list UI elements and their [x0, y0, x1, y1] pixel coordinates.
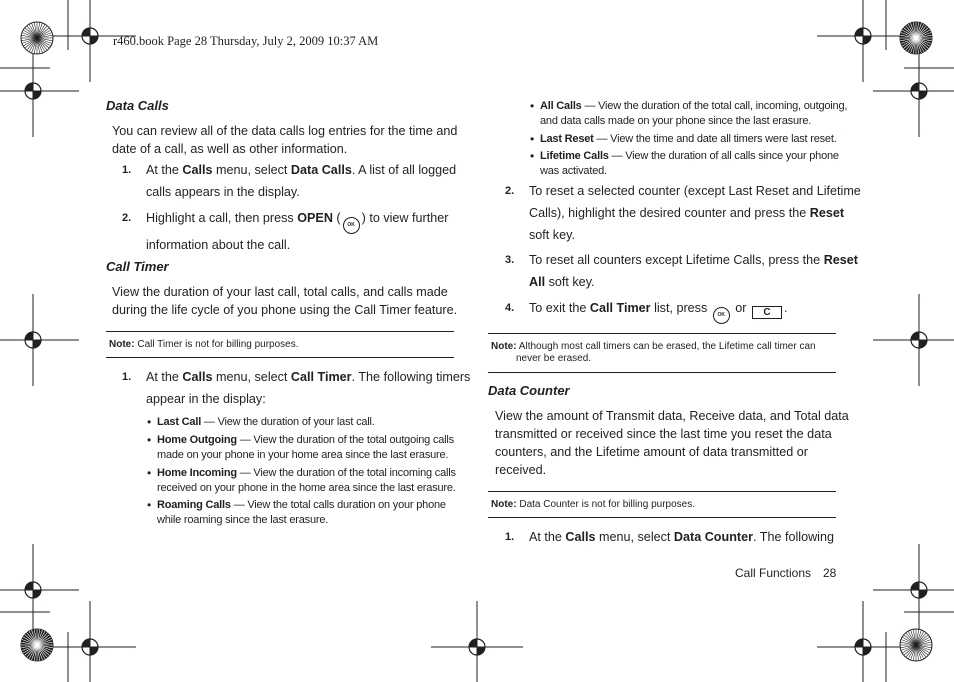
note-label: Note:	[491, 341, 517, 352]
bullet-text: — View the time and date all timers were last reset.	[593, 133, 837, 145]
text: (	[332, 211, 341, 225]
bullet-roaming-calls	[147, 498, 446, 528]
crosshair-quadrant	[25, 332, 33, 340]
bullet-text: — View the duration of the total call, incoming, outgoing,	[581, 100, 848, 112]
bullet-term: Lifetime Calls	[540, 150, 609, 162]
page-number: 28	[823, 566, 837, 580]
crosshair-quadrant	[25, 83, 33, 91]
bullet-dot: •	[530, 99, 535, 113]
note-text: Although most call timers can be erased, the Lifetime call timer can	[518, 341, 816, 352]
note-call-timer	[109, 339, 299, 351]
step-number: 3.	[505, 254, 515, 266]
menu-name: Calls	[565, 530, 596, 544]
crosshair-quadrant	[477, 647, 485, 655]
crosshair-quadrant	[911, 332, 919, 340]
bullet-text: — View the duration of your last call.	[201, 416, 375, 428]
text: menu, select	[595, 530, 674, 544]
menu-item: Data Counter	[673, 530, 753, 544]
note-rule-top	[106, 331, 454, 332]
text: At the	[146, 370, 183, 384]
crosshair-quadrant	[90, 36, 98, 44]
bullet-text: — View the duration of the total incoming calls	[236, 467, 456, 479]
bullet-text: — View the duration of the total outgoing calls	[236, 434, 454, 446]
bullet-term: All Calls	[540, 100, 582, 112]
note-label: Note:	[491, 499, 517, 510]
crosshair-quadrant	[919, 340, 927, 348]
text-line: calls appears in the display.	[146, 185, 300, 199]
text: or	[731, 301, 750, 315]
footer-section: Call Functions	[735, 566, 812, 580]
text: list, press	[650, 301, 711, 315]
step-number: 1.	[122, 371, 132, 383]
bullet-text: received on your phone in the home area since the last erasure.	[157, 482, 456, 494]
text: . A list of all logged	[351, 163, 457, 177]
note-text: Call Timer is not for billing purposes.	[137, 339, 299, 350]
note-text: Data Counter is not for billing purposes.	[519, 499, 695, 510]
note-label: Note:	[109, 339, 135, 350]
bullet-term: Last Reset	[540, 133, 594, 145]
bullet-dot: •	[147, 498, 152, 512]
menu-item: Call Timer	[589, 301, 651, 315]
bullet-dot: •	[147, 433, 152, 447]
heading-call-timer: Call Timer	[106, 259, 169, 274]
menu-name: Calls	[182, 163, 213, 177]
bullet-dot: •	[147, 466, 152, 480]
text: menu, select	[212, 370, 291, 384]
text: soft key.	[545, 275, 595, 289]
key-name: Reset	[809, 206, 845, 220]
bullet-home-outgoing	[147, 433, 454, 463]
bullet-dot: •	[530, 149, 535, 163]
text-line: date of a call, as well as other information.	[112, 142, 348, 156]
step-number: 4.	[505, 302, 515, 314]
text-line: information about the call.	[146, 238, 291, 252]
text-line: counters, and the Lifetime amount of data transmitted or	[495, 445, 808, 459]
bullet-lifetime-calls	[530, 149, 839, 179]
bullet-text: made on your phone in your home area since the last erasure.	[157, 449, 449, 461]
text: At the	[146, 163, 183, 177]
menu-item: Data Calls	[290, 163, 352, 177]
call-timer-step-3	[0, 249, 858, 293]
crosshair-quadrant	[863, 647, 871, 655]
crosshair-quadrant	[33, 91, 41, 99]
key-name: OPEN	[297, 211, 333, 225]
note-rule-bottom	[106, 357, 454, 358]
crosshair-quadrant	[855, 28, 863, 36]
bullet-home-incoming	[147, 466, 456, 496]
text-line: appear in the display:	[146, 392, 266, 406]
bullet-text: while roaming since the last erasure.	[157, 514, 329, 526]
bullet-dot: •	[147, 415, 152, 429]
print-header: r460.book Page 28 Thursday, July 2, 2009 10:37 AM	[113, 34, 379, 48]
note-data-counter	[491, 499, 695, 511]
bullet-text: — View the duration of all calls since your phone	[608, 150, 839, 162]
bullet-text: — View the total calls duration on your phone	[230, 499, 446, 511]
text: At the	[529, 530, 566, 544]
note-rule-top	[488, 491, 836, 492]
text-line: View the amount of Transmit data, Receive data, and Total data	[495, 409, 849, 423]
bullet-text: was activated.	[540, 165, 607, 177]
text: . The following timers	[351, 370, 471, 384]
menu-item: Call Timer	[290, 370, 352, 384]
bullet-term: Home Outgoing	[157, 434, 237, 446]
ok-key-icon: OK	[713, 307, 730, 324]
note-lifetime-timer	[491, 341, 836, 364]
text: . The following	[753, 530, 834, 544]
key-name: Reset	[823, 253, 858, 267]
text-line: soft key.	[529, 228, 575, 242]
text-line: You can review all of the data calls log entries for the time and	[112, 124, 458, 138]
text: menu, select	[212, 163, 291, 177]
menu-name: Calls	[182, 370, 213, 384]
key-name: All	[529, 275, 546, 289]
text-line: during the life cycle of you phone using the Call Timer feature.	[112, 303, 458, 317]
crosshair-quadrant	[82, 28, 90, 36]
step-number: 1.	[505, 531, 515, 543]
clear-key-icon: C	[752, 306, 782, 319]
crosshair-quadrant	[855, 639, 863, 647]
crosshair-quadrant	[911, 83, 919, 91]
bullet-term: Last Call	[157, 416, 202, 428]
bullet-dot: •	[530, 132, 535, 146]
crosshair-quadrant	[919, 91, 927, 99]
crosshair-quadrant	[25, 582, 33, 590]
heading-data-counter: Data Counter	[488, 383, 570, 398]
data-counter-intro	[495, 407, 849, 479]
bullet-term: Roaming Calls	[157, 499, 231, 511]
crosshair-quadrant	[33, 340, 41, 348]
text-line: View the duration of your last call, total calls, and calls made	[112, 285, 448, 299]
bullet-term: Home Incoming	[157, 467, 237, 479]
crosshair-quadrant	[911, 582, 919, 590]
text: Highlight a call, then press	[146, 211, 298, 225]
crosshair-quadrant	[469, 639, 477, 647]
note-rule-bottom	[488, 517, 836, 518]
text: To exit the	[529, 301, 590, 315]
text: ) to view further	[361, 211, 449, 225]
ok-key-icon: OK	[343, 217, 360, 234]
heading-data-calls: Data Calls	[106, 98, 169, 113]
text: Calls), highlight the desired counter and press the	[529, 206, 810, 220]
text: .	[783, 301, 788, 315]
bullet-last-call	[147, 415, 375, 430]
step-number: 2.	[505, 185, 515, 197]
note-text: never be erased.	[516, 352, 592, 364]
text: To reset all counters except Lifetime Calls, press the	[529, 253, 824, 267]
data-counter-step-1	[0, 526, 850, 548]
data-calls-intro	[112, 122, 457, 158]
bullet-all-calls	[530, 99, 848, 129]
crosshair-quadrant	[919, 590, 927, 598]
bullet-text: and data calls made on your phone since the last erasure.	[540, 115, 812, 127]
bullet-last-reset	[530, 132, 837, 147]
step-number: 2.	[122, 212, 132, 224]
crosshair-quadrant	[863, 36, 871, 44]
text-line: received.	[495, 463, 547, 477]
crosshair-quadrant	[33, 590, 41, 598]
call-timer-step-1	[0, 366, 470, 410]
call-timer-step-2	[0, 180, 861, 246]
text-line: transmitted or received since the last time you reset the data	[495, 427, 832, 441]
text-line: To reset a selected counter (except Last Reset and Lifetime	[529, 184, 861, 198]
note-rule-top	[488, 333, 836, 334]
step-number: 1.	[122, 164, 132, 176]
call-timer-step-4	[0, 297, 850, 319]
crosshair-quadrant	[82, 639, 90, 647]
note-rule-bottom	[488, 372, 836, 373]
crosshair-quadrant	[90, 647, 98, 655]
